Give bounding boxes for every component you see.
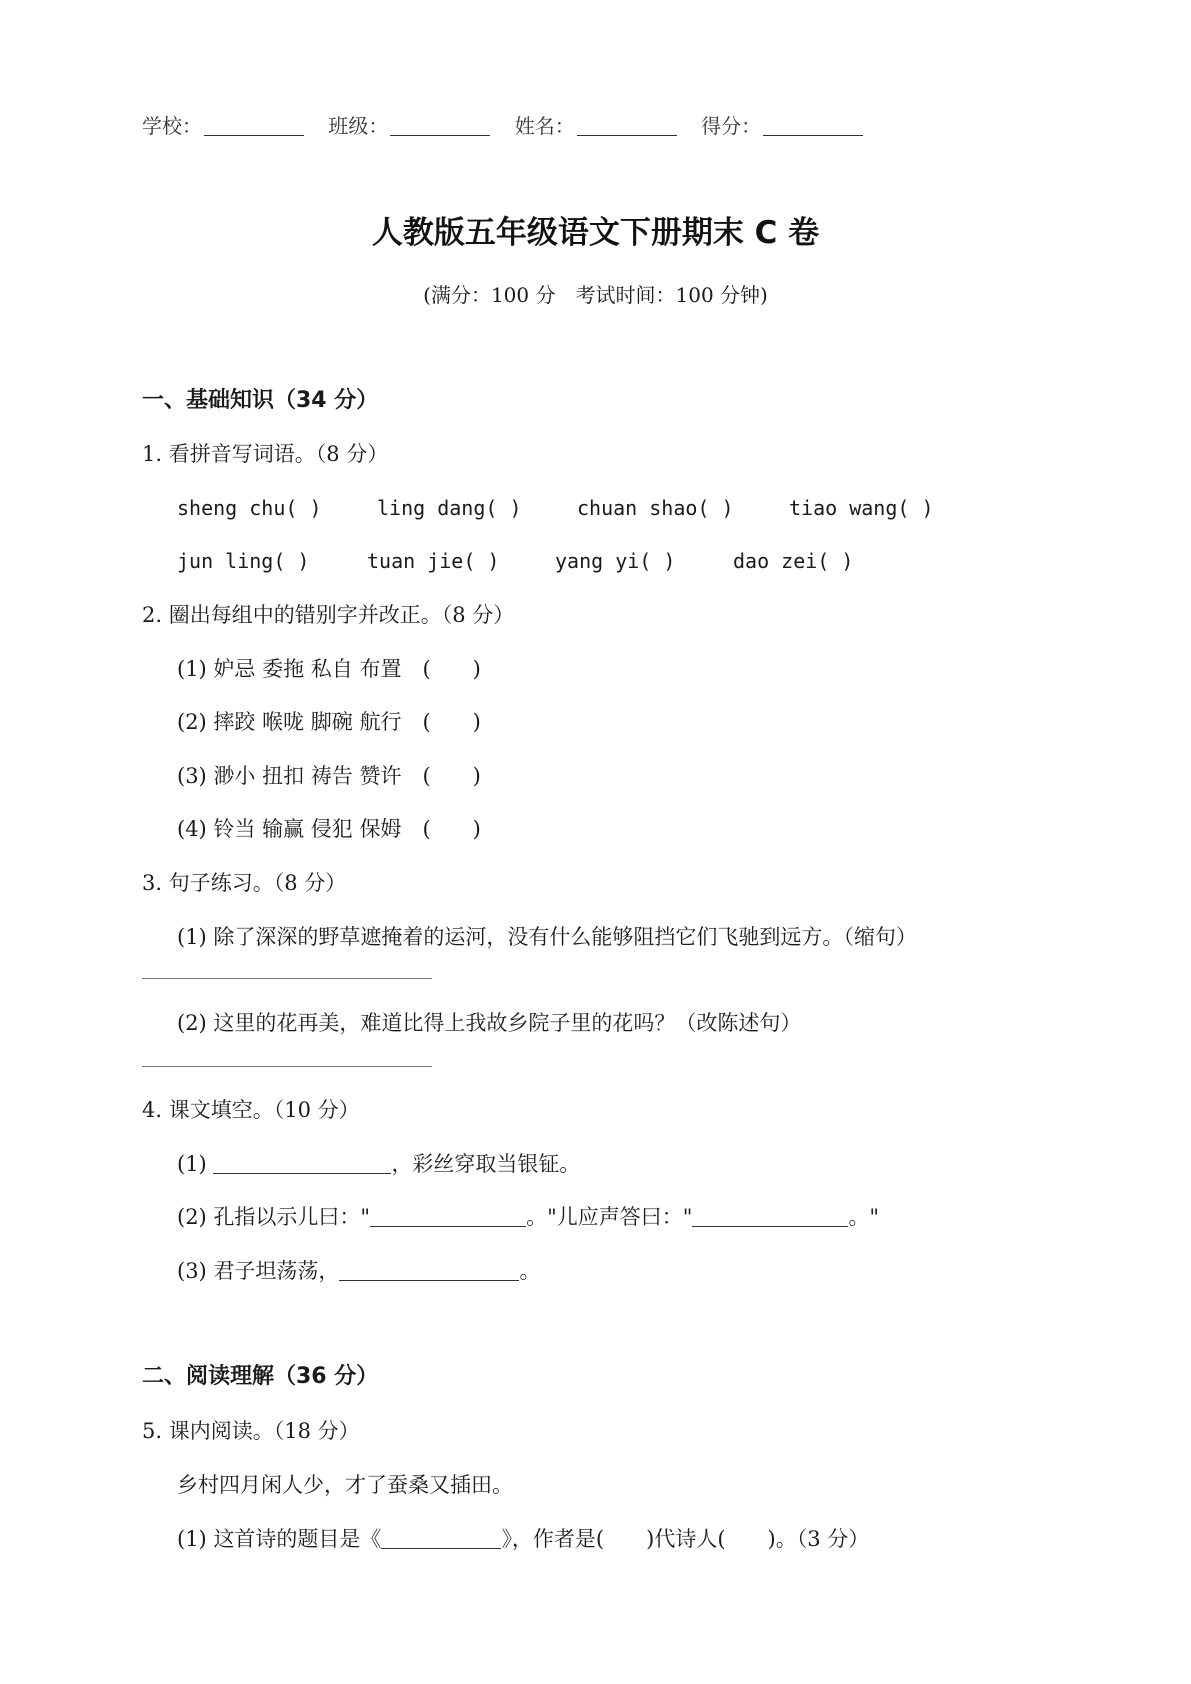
q4-item-1: (1) ，彩丝穿取当银钲。 bbox=[177, 1152, 581, 1176]
pinyin-item: jun ling( ) bbox=[177, 549, 310, 573]
q4-item-3: (3) 君子坦荡荡， 。 bbox=[177, 1259, 541, 1283]
q3-answer-line-1[interactable] bbox=[142, 978, 432, 979]
q3-answer-line-2[interactable] bbox=[142, 1066, 432, 1067]
school-blank[interactable] bbox=[204, 117, 304, 136]
pinyin-item: ling dang( ) bbox=[377, 496, 522, 520]
q4-blank[interactable] bbox=[339, 1262, 519, 1281]
q1-label: 1. 看拼音写词语。（8 分） bbox=[142, 442, 389, 466]
q3-item: (2) 这里的花再美，难道比得上我故乡院子里的花吗？（改陈述句） bbox=[177, 1011, 802, 1035]
score-blank[interactable] bbox=[763, 117, 863, 136]
pinyin-item: chuan shao( ) bbox=[577, 496, 734, 520]
pinyin-item: dao zei( ) bbox=[733, 549, 854, 573]
q2-item: (3) 渺小 扭扣 祷告 赞许 ( ) bbox=[177, 764, 481, 788]
q4-blank[interactable] bbox=[213, 1155, 391, 1174]
pinyin-item: yang yi( ) bbox=[555, 549, 676, 573]
class-blank[interactable] bbox=[390, 117, 490, 136]
q2-item: (2) 摔跤 喉咙 脚碗 航行 ( ) bbox=[177, 710, 481, 734]
school-field: 学校： bbox=[142, 114, 304, 138]
q4-label: 4. 课文填空。（10 分） bbox=[142, 1098, 360, 1122]
name-blank[interactable] bbox=[577, 117, 677, 136]
student-info-line bbox=[142, 116, 881, 136]
q2-label: 2. 圈出每组中的错别字并改正。（8 分） bbox=[142, 603, 515, 627]
q5-label: 5. 课内阅读。（18 分） bbox=[142, 1419, 360, 1443]
q4-item-2: (2) 孔指以示儿曰：" 。"儿应声答曰：" 。" bbox=[177, 1205, 880, 1229]
pinyin-item: tuan jie( ) bbox=[367, 549, 500, 573]
page-title: 人教版五年级语文下册期末 C 卷 bbox=[371, 215, 820, 251]
q3-label: 3. 句子练习。（8 分） bbox=[142, 871, 347, 895]
class-field: 班级： bbox=[328, 114, 490, 138]
pinyin-item: tiao wang( ) bbox=[789, 496, 934, 520]
q4-blank[interactable] bbox=[692, 1208, 848, 1227]
pinyin-item: sheng chu( ) bbox=[177, 496, 322, 520]
q5-poem-line: 乡村四月闲人少，才了蚕桑又插田。 bbox=[177, 1473, 513, 1497]
q1-pinyin-row-1 bbox=[177, 498, 934, 518]
section-2-heading: 二、阅读理解（36 分） bbox=[142, 1364, 379, 1389]
q4-blank[interactable] bbox=[370, 1208, 526, 1227]
q2-item: (1) 妒忌 委拖 私自 布置 ( ) bbox=[177, 657, 481, 681]
exam-subtitle: (满分：100 分 考试时间：100 分钟) bbox=[423, 283, 768, 307]
q1-pinyin-row-2 bbox=[177, 551, 853, 571]
q5-item-1: (1) 这首诗的题目是《 》，作者是( )代诗人( )。（3 分） bbox=[177, 1527, 870, 1551]
score-field: 得分： bbox=[701, 114, 863, 138]
name-field: 姓名： bbox=[515, 114, 677, 138]
q3-item: (1) 除了深深的野草遮掩着的运河，没有什么能够阻挡它们飞驰到远方。（缩句） bbox=[177, 925, 917, 949]
section-1-heading: 一、基础知识（34 分） bbox=[142, 388, 379, 413]
q2-item: (4) 铃当 输赢 侵犯 保姆 ( ) bbox=[177, 817, 481, 841]
q5-title-blank[interactable] bbox=[381, 1530, 501, 1549]
